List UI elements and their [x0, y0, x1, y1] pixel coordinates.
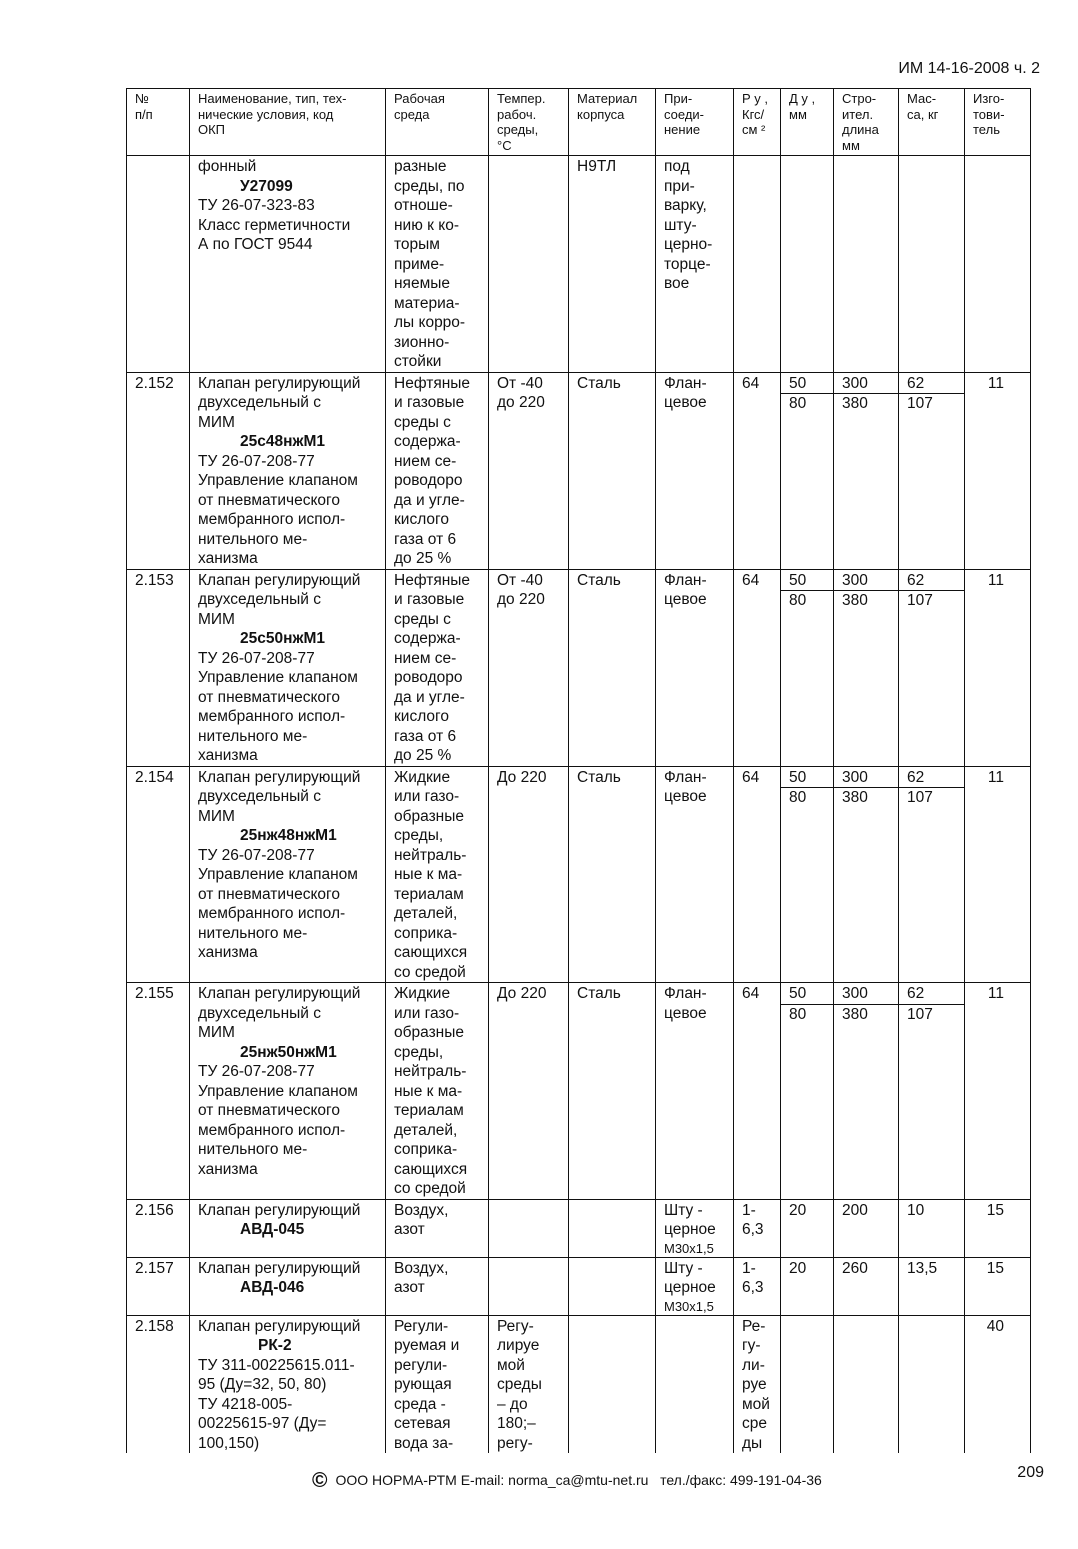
cell-temperature: До 220	[489, 983, 569, 1200]
cell-material: Сталь	[569, 372, 656, 569]
header-connection: При- соеди- нение	[656, 89, 734, 156]
header-material: Материал корпуса	[569, 89, 656, 156]
cell-medium: Воздух, азот	[386, 1199, 489, 1257]
dn-value: 50	[781, 768, 833, 789]
cell-name	[190, 156, 386, 373]
cell-medium: Нефтяные и газовые среды с содержа- нием се- роводоро да и угле- кислого газа от 6 до 25 %	[386, 372, 489, 569]
name-text: Клапан регулирующий двухседельный с МИМ	[198, 571, 361, 628]
header-temperature: Темпер. рабоч. среды, °С	[489, 89, 569, 156]
cell-manufacturer: 11	[965, 569, 1031, 766]
length-value: 380	[842, 789, 868, 806]
cell-material	[569, 1199, 656, 1257]
length-value: 380	[842, 1005, 868, 1023]
cell-manufacturer: 11	[965, 983, 1031, 1200]
cell-pressure: 64	[734, 372, 781, 569]
cell-material: Сталь	[569, 569, 656, 766]
cell-length	[834, 156, 899, 373]
dn-value: 80	[789, 1005, 807, 1023]
table-row	[127, 766, 1031, 983]
table-row	[127, 569, 1031, 766]
cell-temperature: Регу- лируе мой среды – до 180;– регу-	[489, 1315, 569, 1453]
cell-connection: Флан- цевое	[656, 766, 734, 983]
footer-phone: тел./факс: 499-191-04-36	[660, 1472, 822, 1488]
cell-pressure: 64	[734, 766, 781, 983]
name-text: Клапан регулирующий	[198, 1259, 361, 1277]
cell-connection	[656, 1315, 734, 1453]
cell-connection: Флан- цевое	[656, 569, 734, 766]
cell-length	[834, 372, 899, 569]
length-value: 300	[834, 571, 898, 592]
dn-value: 50	[781, 571, 833, 592]
cell-pressure: 64	[734, 569, 781, 766]
page-number: 209	[1017, 1464, 1044, 1481]
cell-nominal-diameter	[781, 569, 834, 766]
table-header	[127, 89, 1031, 156]
connection-type: Шту - церное	[664, 1259, 716, 1296]
mass-value: 62	[899, 984, 964, 1005]
cell-num	[127, 156, 190, 373]
cell-nominal-diameter	[781, 983, 834, 1200]
cell-mass	[899, 983, 965, 1200]
dn-value: 50	[781, 984, 833, 1005]
mass-value: 107	[907, 592, 933, 609]
dn-value: 50	[781, 374, 833, 395]
table-row	[127, 1257, 1031, 1315]
header-length: Стро- ител. длина мм	[834, 89, 899, 156]
page-footer	[312, 1469, 822, 1493]
cell-pressure	[734, 156, 781, 373]
cell-pressure: 64	[734, 983, 781, 1200]
cell-medium: Жидкие или газо- образные среды, нейтраль- ные к ма- териалам деталей, соприка- сающихся со средой	[386, 983, 489, 1200]
cell-pressure: Ре- гу- ли- руе мой сре ды	[734, 1315, 781, 1453]
cell-manufacturer: 15	[965, 1199, 1031, 1257]
cell-material: Сталь	[569, 983, 656, 1200]
header-nominal-diameter: Д у , мм	[781, 89, 834, 156]
name-text: Клапан регулирующий	[198, 1201, 361, 1219]
table-row	[127, 983, 1031, 1200]
length-value: 300	[834, 984, 898, 1005]
cell-temperature	[489, 1257, 569, 1315]
copyright-icon: ©	[312, 1469, 328, 1492]
mass-value: 62	[899, 571, 964, 592]
name-text: Клапан регулирующий	[198, 1317, 361, 1335]
model-code: 25с48нжМ1	[240, 433, 325, 450]
cell-nominal-diameter: 20	[781, 1257, 834, 1315]
cell-material	[569, 1315, 656, 1453]
model-code: АВД-046	[240, 1279, 305, 1296]
name-spec: ТУ 26-07-323-83 Класс герметичности А по ГОСТ 9544	[198, 197, 351, 253]
cell-manufacturer: 40	[965, 1315, 1031, 1453]
cell-temperature: От -40 до 220	[489, 569, 569, 766]
model-code: У27099	[240, 177, 293, 195]
cell-connection: Флан- цевое	[656, 983, 734, 1200]
cell-length	[834, 1315, 899, 1453]
name-spec: ТУ 311-00225615.011- 95 (Ду=32, 50, 80) ТУ 4218-005- 00225615-97 (Ду= 100,150)	[198, 1356, 355, 1452]
header-name: Наименование, тип, тех- нические условия, код ОКП	[190, 89, 386, 156]
cell-length	[834, 766, 899, 983]
name-spec: ТУ 26-07-208-77 Управление клапаном от пневматического мембранного испол- нительного ме- ханизма	[198, 846, 358, 961]
cell-manufacturer: 11	[965, 766, 1031, 983]
table-row	[127, 1315, 1031, 1453]
name-text: фонный	[198, 158, 257, 175]
cell-length: 260	[834, 1257, 899, 1315]
length-value: 380	[842, 592, 868, 609]
cell-medium: Воздух, азот	[386, 1257, 489, 1315]
cell-material: Н9ТЛ	[569, 156, 656, 373]
dn-value: 80	[789, 395, 807, 412]
header-pressure: Р у , Кгс/ см ²	[734, 89, 781, 156]
length-value: 300	[834, 768, 898, 789]
name-spec: ТУ 26-07-208-77 Управление клапаном от пневматического мембранного испол- нительного ме- ханизма	[198, 452, 358, 567]
cell-nominal-diameter	[781, 372, 834, 569]
cell-num: 2.152	[127, 372, 190, 569]
model-code: 25с50нжМ1	[240, 630, 325, 647]
table-row	[127, 1199, 1031, 1257]
connection-thread: М30х1,5	[664, 1298, 714, 1314]
length-value: 300	[834, 374, 898, 395]
cell-mass	[899, 156, 965, 373]
header-mass: Мас- са, кг	[899, 89, 965, 156]
cell-pressure: 1- 6,3	[734, 1257, 781, 1315]
footer-org: ООО НОРМА-РТМ	[335, 1472, 457, 1488]
cell-mass: 10	[899, 1199, 965, 1257]
cell-name	[190, 1199, 386, 1257]
mass-value: 62	[899, 768, 964, 789]
cell-manufacturer: 11	[965, 372, 1031, 569]
cell-connection: Флан- цевое	[656, 372, 734, 569]
connection-type: Шту - церное	[664, 1201, 716, 1238]
footer-email: E-mail: norma_ca@mtu-net.ru	[460, 1472, 649, 1488]
table-row-continuation	[127, 156, 1031, 373]
dn-value: 80	[789, 592, 807, 609]
cell-material: Сталь	[569, 766, 656, 983]
table-row	[127, 372, 1031, 569]
cell-manufacturer	[965, 156, 1031, 373]
header-medium: Рабочая среда	[386, 89, 489, 156]
cell-manufacturer: 15	[965, 1257, 1031, 1315]
name-text: Клапан регулирующий двухседельный с МИМ	[198, 768, 361, 825]
cell-connection: под при- варку, шту- церно- торце- вое	[656, 156, 734, 373]
header-manufacturer: Изго- тови- тель	[965, 89, 1031, 156]
cell-nominal-diameter	[781, 156, 834, 373]
name-text: Клапан регулирующий двухседельный с МИМ	[198, 985, 361, 1041]
model-code: АВД-045	[240, 1221, 305, 1238]
cell-medium: Регули- руемая и регули- рующая среда - сетевая вода за-	[386, 1315, 489, 1453]
model-code: 25нж48нжМ1	[240, 827, 337, 844]
cell-num: 2.156	[127, 1199, 190, 1257]
cell-name	[190, 1257, 386, 1315]
dn-value: 80	[789, 789, 807, 806]
document-reference: ИМ 14-16-2008 ч. 2	[898, 60, 1040, 77]
cell-medium: разные среды, по отноше- нию к ко- торым приме- няемые материа- лы корро- зионно- стойки	[386, 156, 489, 373]
mass-value: 107	[907, 789, 933, 806]
cell-name	[190, 766, 386, 983]
mass-value: 107	[907, 1005, 933, 1023]
cell-length	[834, 569, 899, 766]
header-num: № п/п	[127, 89, 190, 156]
cell-num: 2.154	[127, 766, 190, 983]
cell-name	[190, 372, 386, 569]
cell-connection	[656, 1199, 734, 1257]
cell-temperature	[489, 156, 569, 373]
cell-num: 2.155	[127, 983, 190, 1200]
cell-material	[569, 1257, 656, 1315]
name-spec: ТУ 26-07-208-77 Управление клапаном от пневматического мембранного испол- нительного ме- ханизма	[198, 1063, 358, 1178]
connection-thread: М30х1,5	[664, 1240, 714, 1256]
cell-name	[190, 569, 386, 766]
cell-mass	[899, 1315, 965, 1453]
mass-value: 62	[899, 374, 964, 395]
cell-nominal-diameter	[781, 766, 834, 983]
cell-name	[190, 1315, 386, 1453]
length-value: 380	[842, 395, 868, 412]
cell-mass: 13,5	[899, 1257, 965, 1315]
cell-medium: Жидкие или газо- образные среды, нейтраль- ные к ма- териалам деталей, соприка- сающихся со средой	[386, 766, 489, 983]
cell-connection	[656, 1257, 734, 1315]
cell-medium: Нефтяные и газовые среды с содержа- нием се- роводоро да и угле- кислого газа от 6 до 25 %	[386, 569, 489, 766]
cell-name	[190, 983, 386, 1200]
cell-num: 2.158	[127, 1315, 190, 1453]
cell-temperature: От -40 до 220	[489, 372, 569, 569]
model-code: 25нж50нжМ1	[240, 1043, 337, 1061]
cell-num: 2.153	[127, 569, 190, 766]
cell-mass	[899, 372, 965, 569]
cell-mass	[899, 766, 965, 983]
cell-mass	[899, 569, 965, 766]
cell-temperature	[489, 1199, 569, 1257]
cell-length	[834, 983, 899, 1200]
model-code: РК-2	[258, 1337, 292, 1354]
name-spec: ТУ 26-07-208-77 Управление клапаном от пневматического мембранного испол- нительного ме- ханизма	[198, 649, 358, 764]
valve-spec-table	[126, 88, 1031, 1453]
cell-num: 2.157	[127, 1257, 190, 1315]
cell-temperature: До 220	[489, 766, 569, 983]
cell-length: 200	[834, 1199, 899, 1257]
mass-value: 107	[907, 395, 933, 412]
cell-nominal-diameter: 20	[781, 1199, 834, 1257]
name-text: Клапан регулирующий двухседельный с МИМ	[198, 374, 361, 431]
cell-pressure: 1- 6,3	[734, 1199, 781, 1257]
cell-nominal-diameter	[781, 1315, 834, 1453]
